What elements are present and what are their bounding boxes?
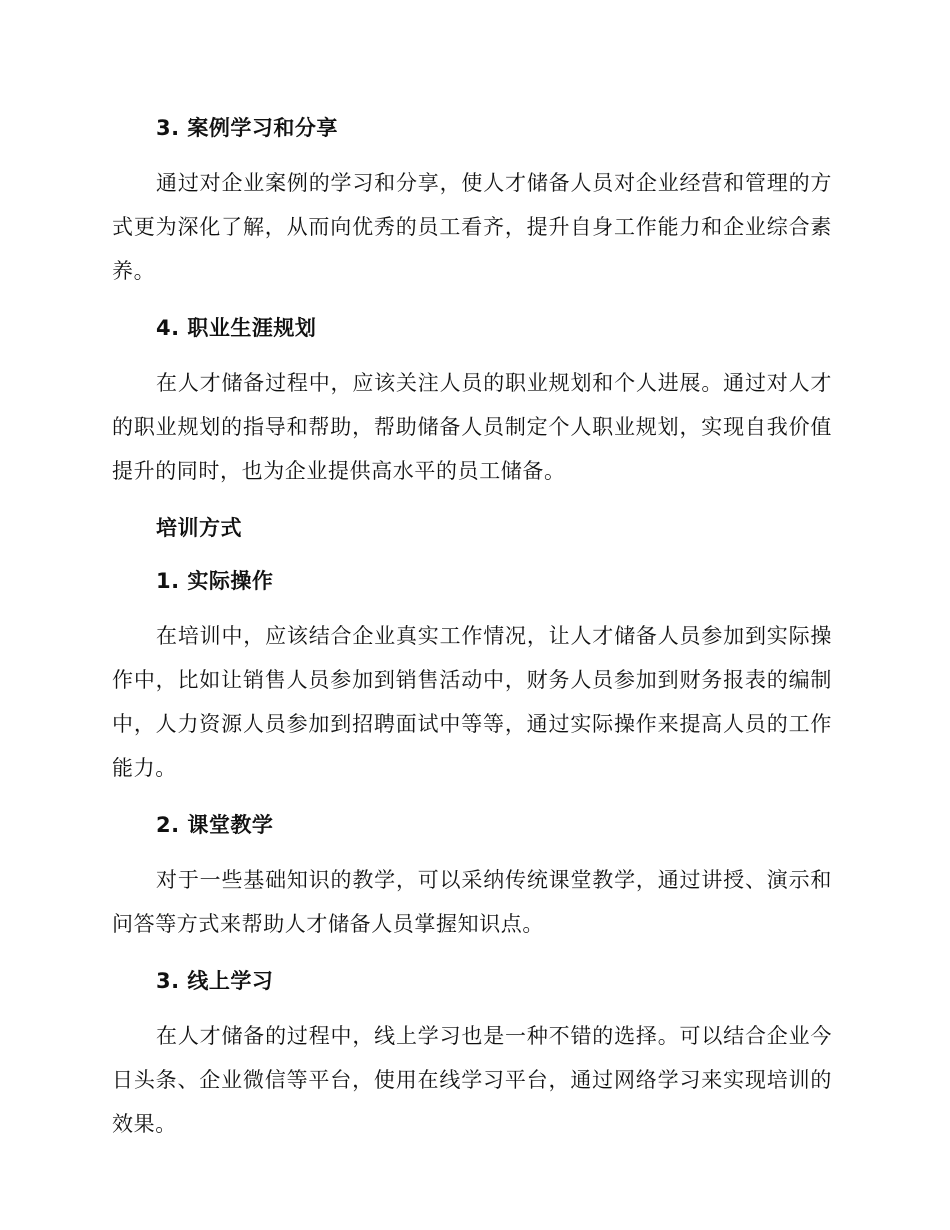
section-paragraph-classroom-teaching: 对于一些基础知识的教学，可以采纳传统课堂教学，通过讲授、演示和问答等方式来帮助人才储备人员掌握知识点。 [112,868,832,936]
document-body [112,108,832,1161]
section-heading-classroom-teaching: 2. 课堂教学 [156,813,274,837]
section-paragraph-online-learning: 在人才储备的过程中，线上学习也是一种不错的选择。可以结合企业今日头条、企业微信等平台，使用在线学习平台，通过网络学习来实现培训的效果。 [112,1024,832,1136]
section-paragraph-practical-operation: 在培训中，应该结合企业真实工作情况，让人才储备人员参加到实际操作中，比如让销售人员参加到销售活动中，财务人员参加到财务报表的编制中，人力资源人员参加到招聘面试中等等，通过实际操作来提高人员的工作能力。 [112,624,832,780]
section-paragraph-career-planning: 在人才储备过程中，应该关注人员的职业规划和个人进展。通过对人才的职业规划的指导和帮助，帮助储备人员制定个人职业规划，实现自我价值提升的同时，也为企业提供高水平的员工储备。 [112,371,832,483]
section-heading-training-methods: 培训方式 [156,516,242,540]
section-heading-career-planning: 4. 职业生涯规划 [156,316,317,340]
section-paragraph-case-study: 通过对企业案例的学习和分享，使人才储备人员对企业经营和管理的方式更为深化了解，从而向优秀的员工看齐，提升自身工作能力和企业综合素养。 [112,171,832,283]
section-heading-online-learning: 3. 线上学习 [156,969,274,993]
section-heading-practical-operation: 1. 实际操作 [156,569,274,593]
section-heading-case-study: 3. 案例学习和分享 [156,116,338,140]
